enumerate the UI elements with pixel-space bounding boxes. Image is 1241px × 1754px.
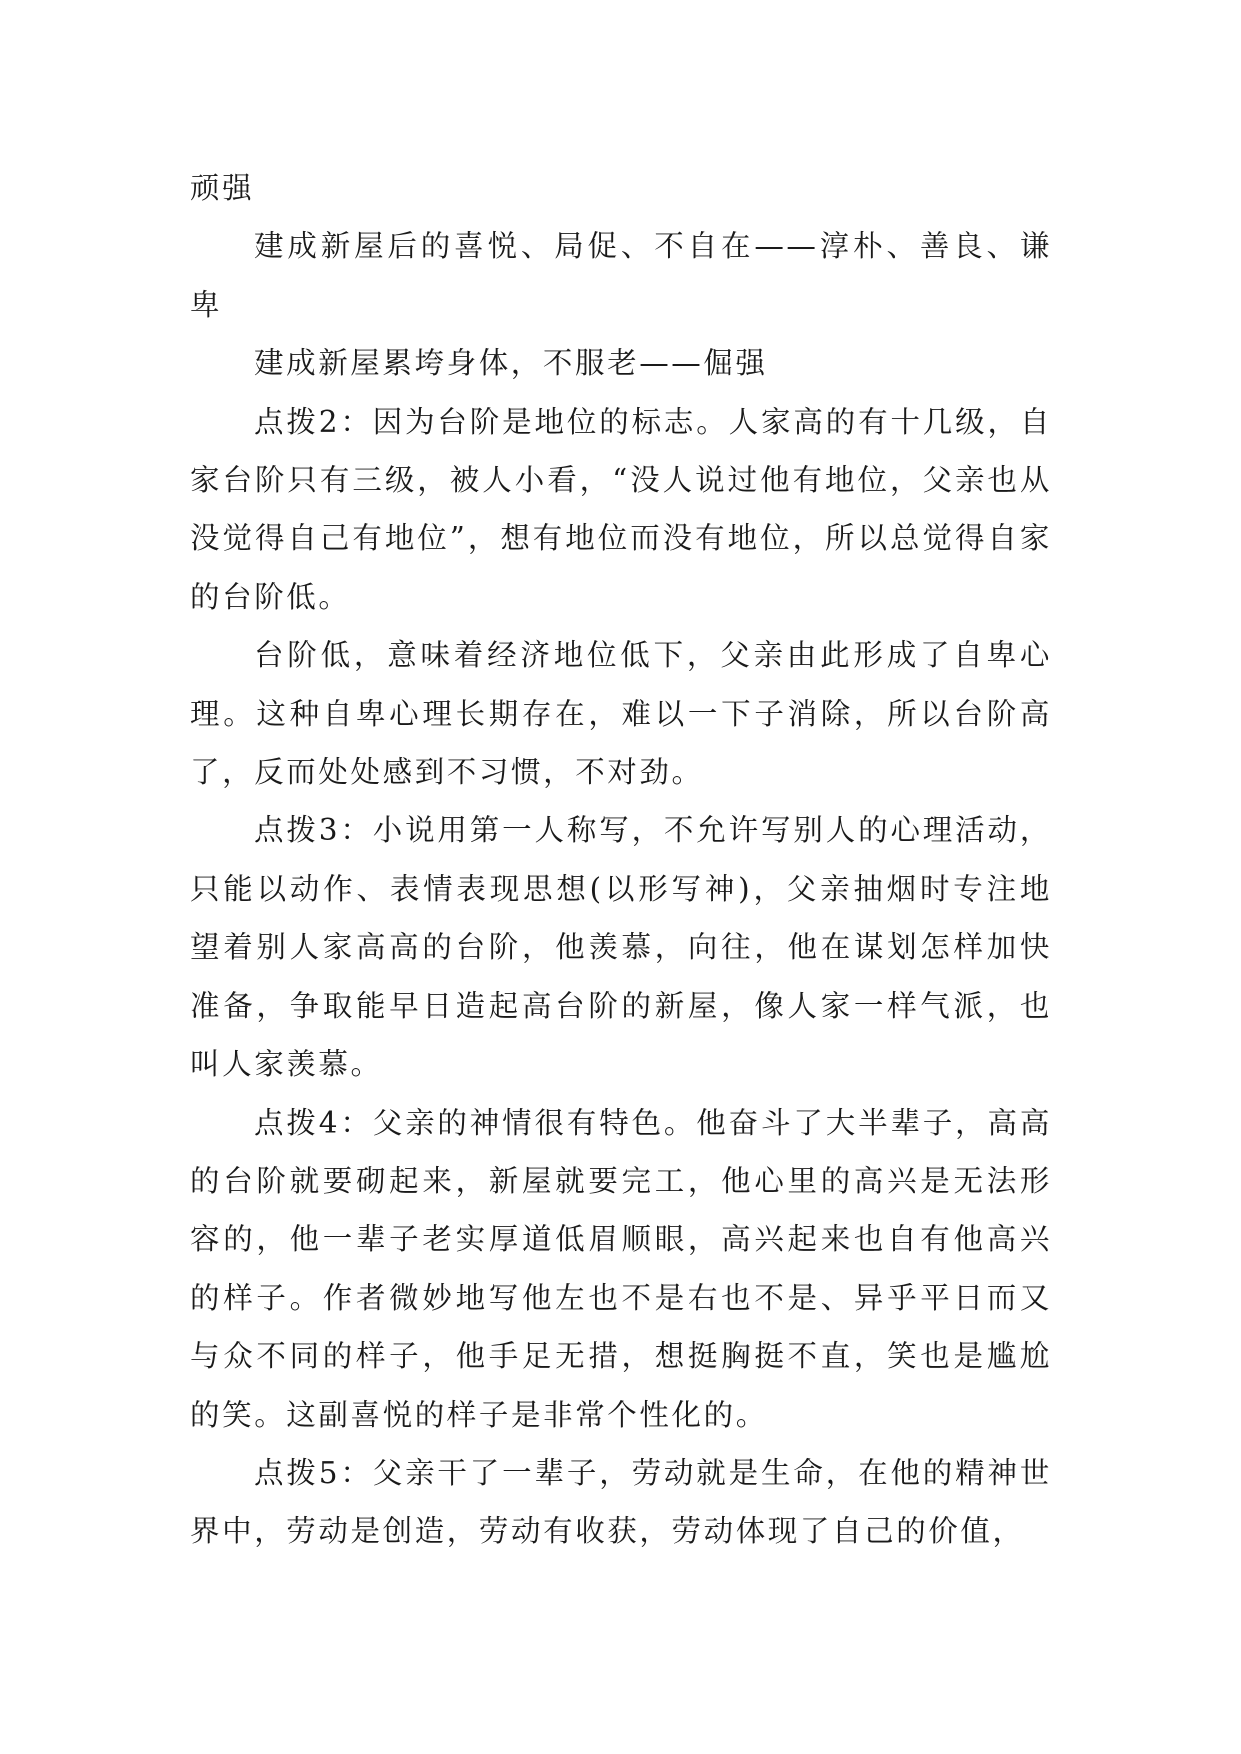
paragraph: 台阶低，意味着经济地位低下，父亲由此形成了自卑心理。这种自卑心理长期存在，难以一下子消除，所以台阶高了，反而处处感到不习惯，不对劲。 bbox=[190, 638, 1052, 790]
paragraph-continuation: 顽强 bbox=[190, 171, 255, 205]
paragraph-tip-2: 点拨2：因为台阶是地位的标志。人家高的有十几级，自家台阶只有三级，被人小看，“没人说过他有地位，父亲也从没觉得自己有地位”，想有地位而没有地位，所以总觉得自家的台阶低。 bbox=[190, 404, 1052, 614]
paragraph: 建成新屋后的喜悦、局促、不自在——淳朴、善良、谦卑 bbox=[190, 229, 1052, 322]
paragraph: 建成新屋累垮身体，不服老——倔强 bbox=[254, 346, 768, 381]
paragraph-tip-3: 点拨3：小说用第一人称写，不允许写别人的心理活动，只能以动作、表情表现思想(以形写神)，父亲抽烟时专注地望着别人家高高的台阶，他羡慕，向往，他在谋划怎样加快准备，争取能早日造起高台阶的新屋，像人家一样气派，也叫人家羡慕。 bbox=[190, 813, 1052, 1082]
paragraph-tip-4: 点拨4：父亲的神情很有特色。他奋斗了大半辈子，高高的台阶就要砌起来，新屋就要完工，他心里的高兴是无法形容的，他一辈子老实厚道低眉顺眼，高兴起来也自有他高兴的样子。作者微妙地写他左也不是右也不是、异乎平日而又与众不同的样子，他手足无措，想挺胸挺不直，笑也是尴尬的笑。这副喜悦的样子是非常个性化的。 bbox=[190, 1105, 1052, 1432]
document-body bbox=[190, 159, 1052, 1561]
paragraph-tip-5: 点拨5：父亲干了一辈子，劳动就是生命，在他的精神世界中，劳动是创造，劳动有收获，劳动体现了自己的价值， bbox=[190, 1455, 1052, 1549]
